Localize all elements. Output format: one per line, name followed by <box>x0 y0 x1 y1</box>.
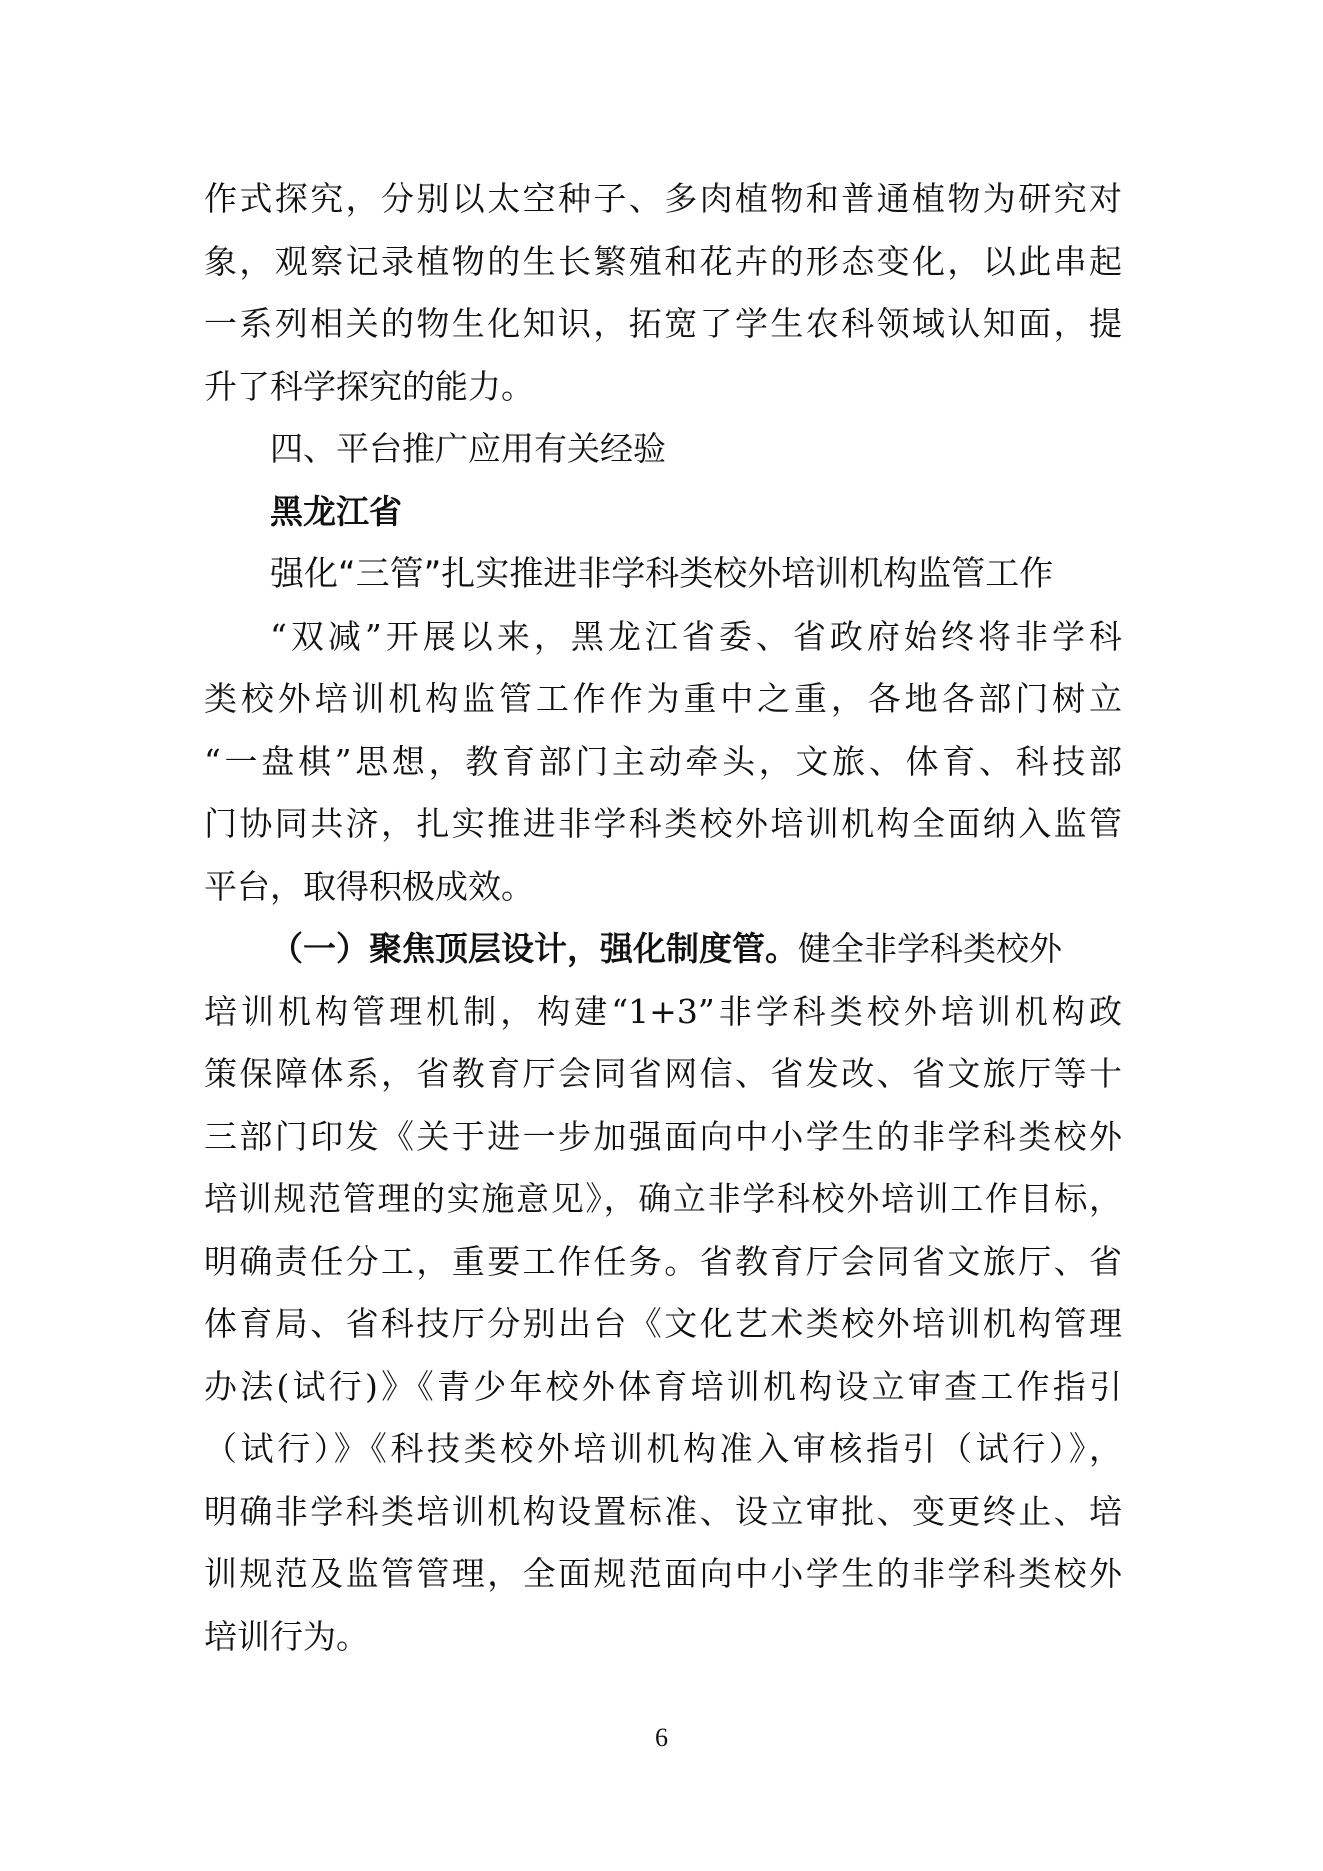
section-one-first-line: 健全非学科类校外 <box>798 929 1062 968</box>
intro-paragraph <box>204 606 1122 919</box>
page-number: 6 <box>655 1723 668 1752</box>
text-line <box>204 918 1122 981</box>
text-line: 培训规范管理的实施意见》，确立非学科校外培训工作目标， <box>204 1179 1122 1218</box>
text-line: 门协同共济，扎实推进非学科类校外培训机构全面纳入监管 <box>204 804 1122 843</box>
article-title: 强化“三管”扎实推进非学科类校外培训机构监管工作 <box>270 554 1054 594</box>
text-line: 体育局、省科技厅分别出台《文化艺术类校外培训机构管理 <box>204 1304 1122 1343</box>
section-one-paragraph <box>204 918 1122 1668</box>
text-line: 办法(试行)》《青少年校外体育培训机构设立审查工作指引 <box>204 1366 1122 1406</box>
text-line: “双减”开展以来，黑龙江省委、省政府始终将非学科 <box>270 616 1122 656</box>
text-line: “一盘棋”思想，教育部门主动牵头，文旅、体育、科技部 <box>204 741 1122 781</box>
text-line: 升了科学探究的能力。 <box>204 366 534 406</box>
text-line: 象，观察记录植物的生长繁殖和花卉的形态变化，以此串起 <box>204 241 1122 281</box>
text-line: 培训行为。 <box>204 1616 369 1656</box>
text-line: 训规范及监管管理，全面规范面向中小学生的非学科类校外 <box>204 1554 1122 1593</box>
text-line: （试行）》《科技类校外培训机构准入审核指引（试行）》， <box>204 1429 1122 1468</box>
text-line: 明确非学科类培训机构设置标准、设立审批、变更终止、培 <box>204 1491 1122 1531</box>
text-line: 培训机构管理机制，构建“1+3”非学科类校外培训机构政 <box>204 991 1122 1031</box>
province-heading: 黑龙江省 <box>270 491 402 531</box>
text-line: 作式探究，分别以太空种子、多肉植物和普通植物为研究对 <box>204 179 1122 218</box>
paragraph-continued <box>204 168 1122 418</box>
text-line: 类校外培训机构监管工作作为重中之重，各地各部门树立 <box>204 679 1122 718</box>
text-line: 一系列相关的物生化知识，拓宽了学生农科领域认知面，提 <box>204 304 1122 343</box>
document-body <box>204 168 1122 1668</box>
text-line: 策保障体系，省教育厅会同省网信、省发改、省文旅厅等十 <box>204 1054 1122 1093</box>
section-heading: 四、平台推广应用有关经验 <box>270 429 666 468</box>
text-line: 三部门印发《关于进一步加强面向中小学生的非学科类校外 <box>204 1116 1122 1156</box>
section-one-lead: （一）聚焦顶层设计，强化制度管。 <box>270 929 798 968</box>
text-line: 平台，取得积极成效。 <box>204 866 534 906</box>
text-line: 明确责任分工，重要工作任务。省教育厅会同省文旅厅、省 <box>204 1241 1122 1281</box>
